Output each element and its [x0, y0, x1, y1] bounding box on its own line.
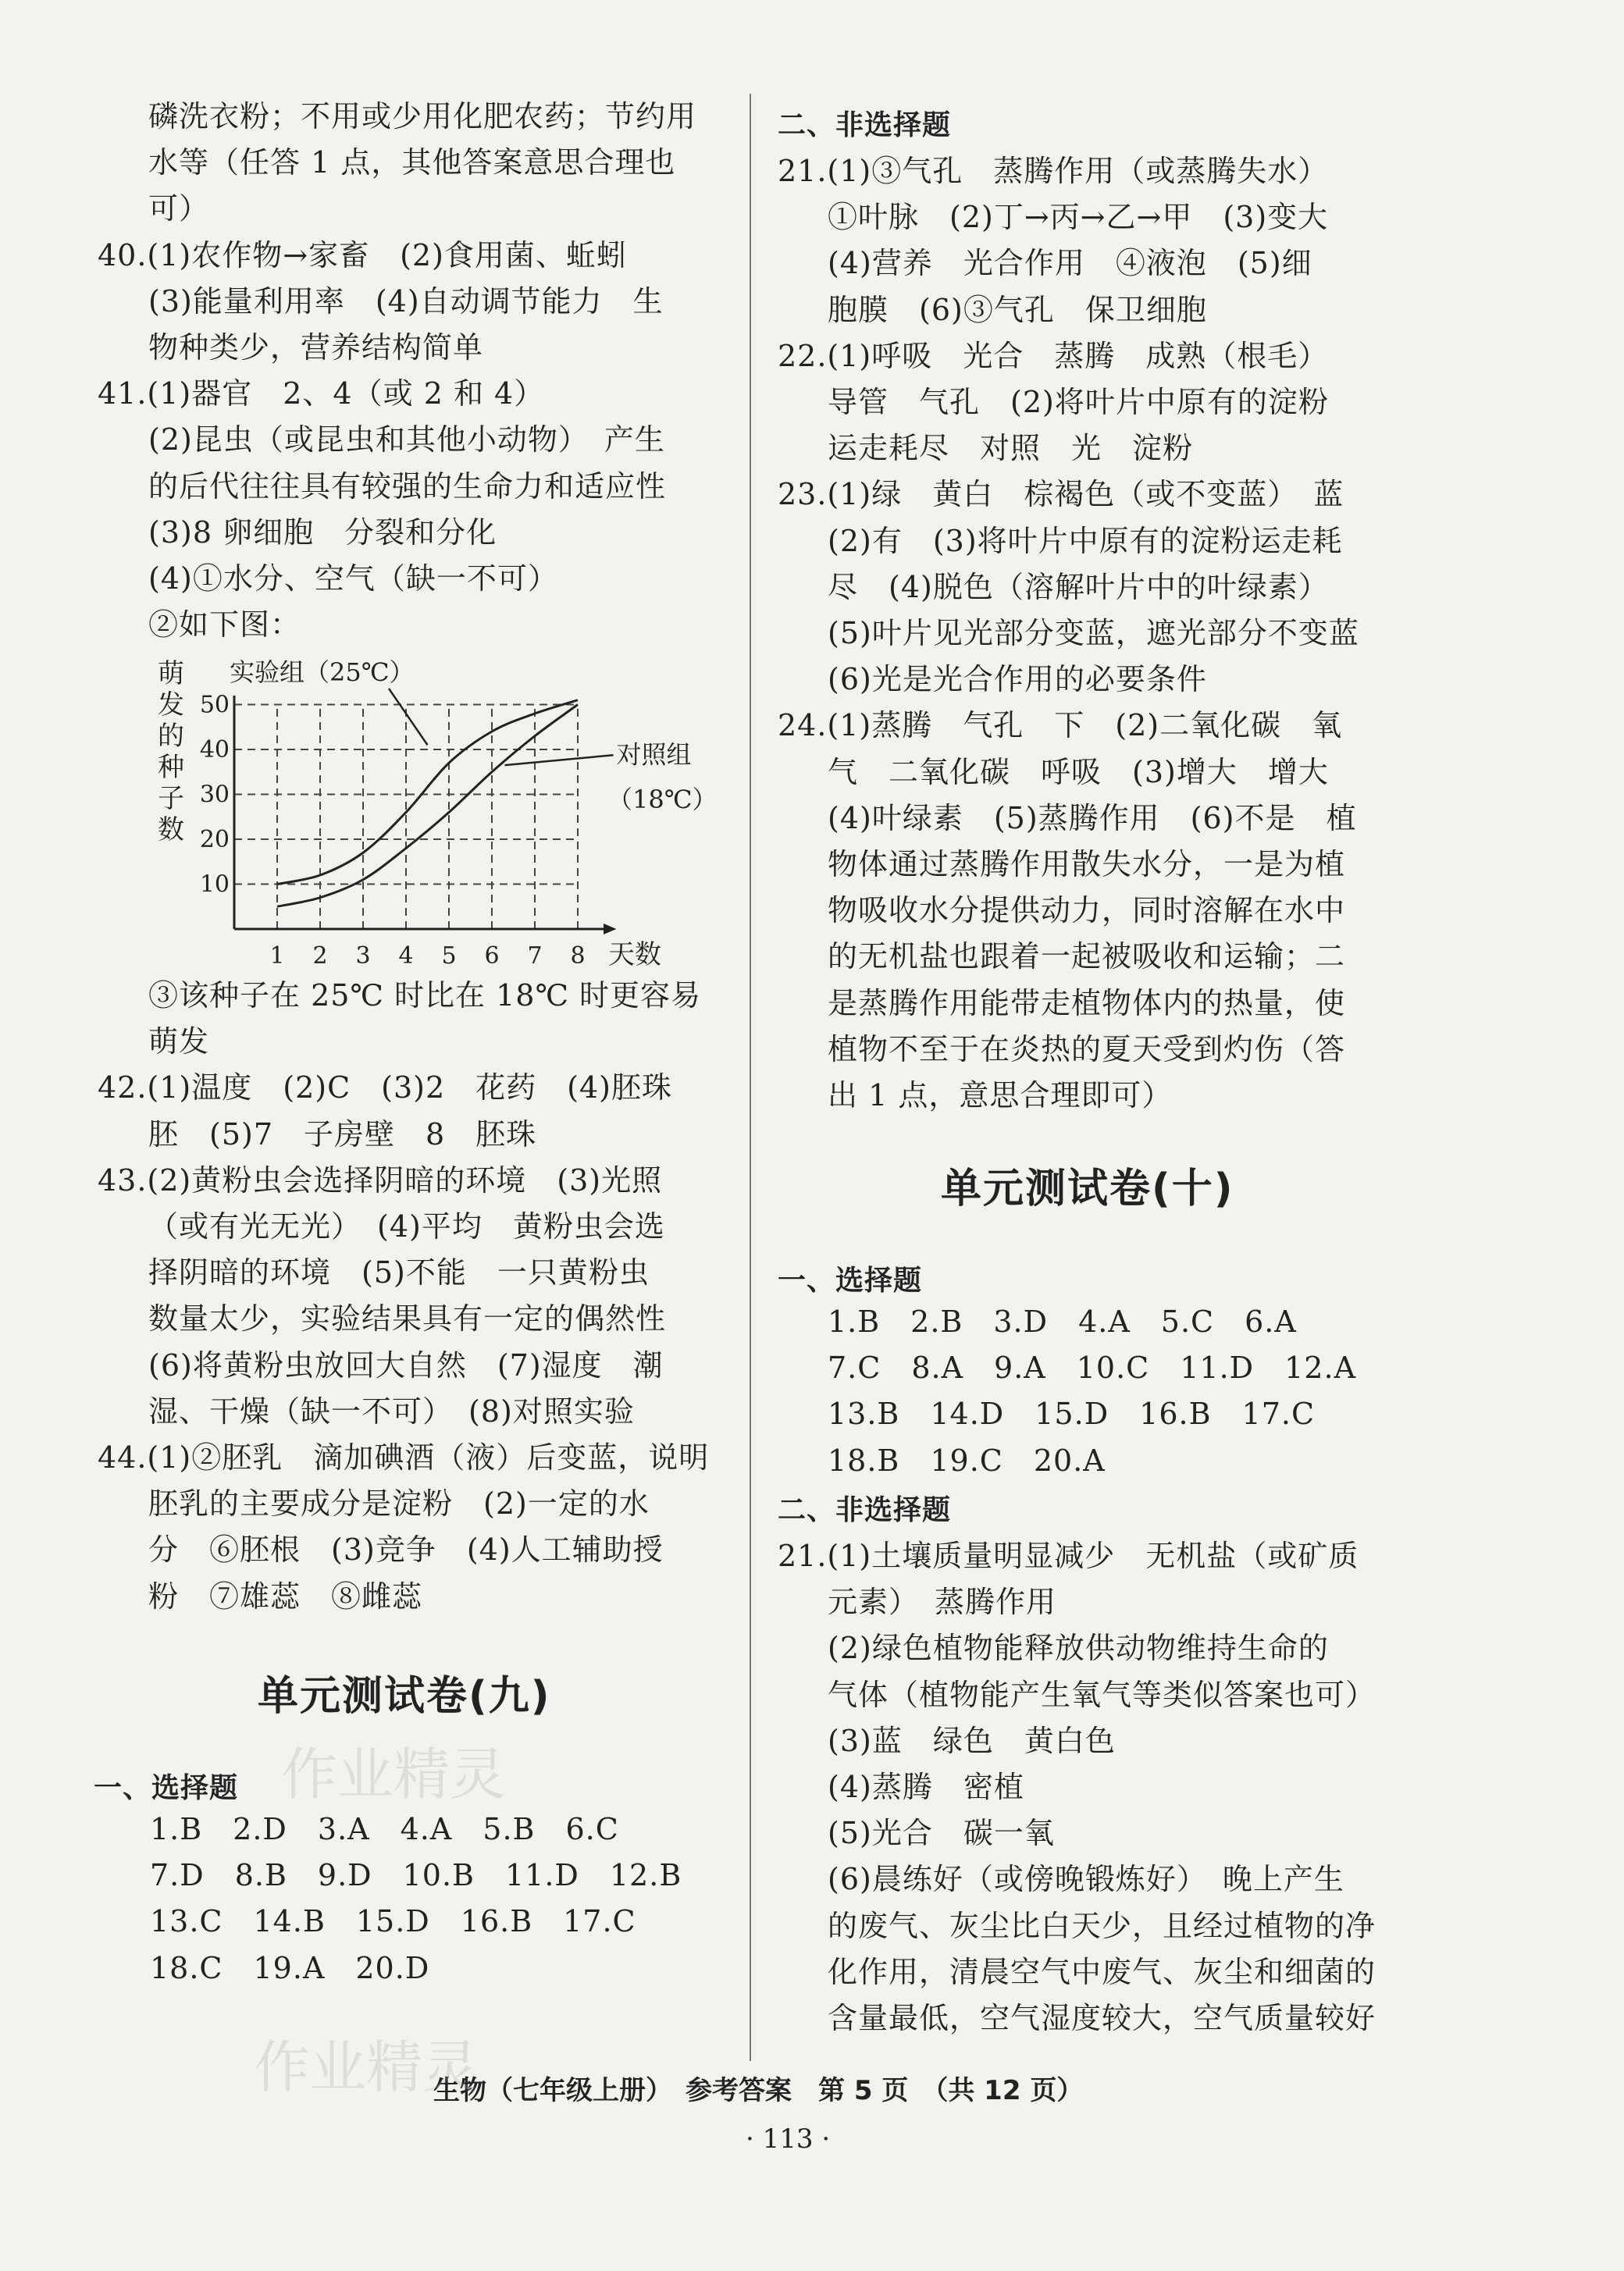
x-tick-label: 7 — [527, 942, 543, 970]
choice-answers: 13.B 14.D 15.D 16.B 17.C — [828, 1397, 1316, 1432]
x-axis-label: 天数 — [608, 939, 661, 970]
x-axis-arrow — [604, 924, 617, 934]
answer-line: 的后代往往具有较强的生命力和适应性 — [148, 468, 667, 504]
answer-line: 导管 气孔 (2)将叶片中原有的淀粉 — [828, 385, 1329, 419]
y-tick-label: 20 — [199, 826, 230, 853]
choice-answers: 18.B 19.C 20.A — [828, 1443, 1106, 1478]
x-tick-label: 6 — [484, 942, 500, 970]
answer-line: (2)昆虫（或昆虫和其他小动物） 产生 — [148, 422, 665, 457]
page-number: · 113 · — [746, 2123, 831, 2155]
x-tick-label: 4 — [398, 942, 414, 970]
choice-answers: 13.C 14.B 15.D 16.B 17.C — [150, 1904, 636, 1939]
leader-line — [505, 755, 614, 765]
answer-line: (6)晨练好（或傍晚锻炼好） 晚上产生 — [828, 1862, 1344, 1897]
answer-line: (5)光合 碳一氧 — [828, 1816, 1055, 1851]
answer-line: ①叶脉 (2)丁→丙→乙→甲 (3)变大 — [828, 200, 1329, 235]
answer-line: (6)将黄粉虫放回大自然 (7)湿度 潮 — [148, 1347, 664, 1383]
answer-line: ②如下图： — [148, 607, 301, 643]
answer-line: (3)蓝 绿色 黄白色 — [828, 1723, 1116, 1758]
y-axis-label-char: 子 — [158, 783, 184, 814]
y-tick-label: 40 — [199, 736, 230, 764]
answer-line: (4)蒸腾 密植 — [828, 1770, 1024, 1804]
answer-line: 43.(2)黄粉虫会选择阴暗的环境 (3)光照 — [98, 1162, 663, 1198]
answer-line: 胞膜 (6)③气孔 保卫细胞 — [828, 292, 1207, 327]
answer-line: 化作用，清晨空气中废气、灰尘和细菌的 — [828, 1954, 1376, 1989]
answer-line: 23.(1)绿 黄白 棕褐色（或不变蓝） 蓝 — [778, 477, 1344, 512]
answer-line: 物体通过蒸腾作用散失水分，一是为植 — [828, 847, 1346, 881]
answer-line: 21.(1)土壤质量明显减少 无机盐（或矿质 — [778, 1539, 1359, 1573]
answer-line: 气 二氧化碳 呼吸 (3)增大 增大 — [828, 754, 1329, 789]
x-tick-label: 8 — [570, 942, 586, 970]
answer-line: ③该种子在 25℃ 时比在 18℃ 时更容易 — [148, 978, 702, 1013]
unit-title: 单元测试卷(十) — [941, 1166, 1234, 1212]
unit-title: 单元测试卷(九) — [258, 1673, 551, 1720]
y-axis-label-char: 种 — [158, 752, 184, 783]
x-tick-label: 3 — [355, 942, 371, 970]
answer-line: 元素） 蒸腾作用 — [828, 1585, 1057, 1620]
answer-line: 物吸收水分提供动力，同时溶解在水中 — [828, 893, 1346, 928]
answer-line: 的废气、灰尘比白天少，且经过植物的净 — [828, 1908, 1376, 1943]
answer-line: (3)能量利用率 (4)自动调节能力 生 — [148, 283, 664, 319]
answer-line: 出 1 点，意思合理即可） — [828, 1078, 1173, 1112]
answer-line: 40.(1)农作物→家畜 (2)食用菌、蚯蚓 — [98, 237, 627, 272]
answer-line: (4)①水分、空气（缺一不可） — [148, 561, 558, 596]
answer-line: (3)8 卵细胞 分裂和分化 — [148, 514, 497, 550]
choice-answers: 7.D 8.B 9.D 10.B 11.D 12.B — [150, 1858, 682, 1893]
answer-line: 湿、干燥（缺一不可） (8)对照实验 — [148, 1394, 635, 1429]
answer-line: 粉 ⑦雄蕊 ⑧雌蕊 — [148, 1579, 423, 1614]
answer-line: 气体（植物能产生氧气等类似答案也可） — [828, 1677, 1376, 1712]
annotation-control-temp: （18℃） — [607, 784, 718, 814]
answer-line: 可） — [148, 191, 210, 226]
choice-answers: 7.C 8.A 9.A 10.C 11.D 12.A — [828, 1351, 1357, 1386]
choice-answers: 1.B 2.D 3.A 4.A 5.B 6.C — [150, 1812, 619, 1846]
answer-line: 42.(1)温度 (2)C (3)2 花药 (4)胚珠 — [98, 1070, 672, 1105]
answer-line: 数量太少，实验结果具有一定的偶然性 — [148, 1301, 667, 1337]
section-heading: 一、选择题 — [778, 1265, 923, 1297]
answer-line: 含量最低，空气湿度较大，空气质量较好 — [828, 2001, 1376, 2035]
answer-line: (4)叶绿素 (5)蒸腾作用 (6)不是 植 — [828, 800, 1357, 835]
answer-line: 的无机盐也跟着一起被吸收和运输；二 — [828, 939, 1346, 974]
watermark: 作业精灵 — [281, 1742, 507, 1807]
annotation-experimental: 实验组（25℃） — [230, 657, 415, 687]
choice-answers: 18.C 19.A 20.D — [150, 1950, 430, 1985]
leader-line — [389, 689, 428, 745]
answer-line: 分 ⑥胚根 (3)竞争 (4)人工辅助授 — [148, 1532, 664, 1568]
answer-line: (4)营养 光合作用 ④液泡 (5)细 — [828, 246, 1312, 281]
column-divider — [750, 94, 751, 2061]
y-axis-label-char: 的 — [158, 721, 184, 752]
y-axis-label-char: 发 — [158, 689, 184, 721]
y-tick-label: 30 — [199, 781, 230, 809]
answer-line: (2)有 (3)将叶片中原有的淀粉运走耗 — [828, 523, 1343, 558]
answer-line: (5)叶片见光部分变蓝，遮光部分不变蓝 — [828, 616, 1359, 650]
answer-line: （或有光无光） (4)平均 黄粉虫会选 — [148, 1209, 665, 1244]
y-tick-label: 10 — [199, 870, 230, 899]
series-line-control — [277, 705, 578, 907]
answer-line: 是蒸腾作用能带走植物体内的热量，使 — [828, 985, 1346, 1020]
answer-line: 44.(1)②胚乳 滴加碘酒（液）后变蓝，说明 — [98, 1440, 710, 1475]
choice-answers: 1.B 2.B 3.D 4.A 5.C 6.A — [828, 1305, 1297, 1339]
answer-line: 24.(1)蒸腾 气孔 下 (2)二氧化碳 氧 — [778, 708, 1343, 743]
x-tick-label: 5 — [441, 942, 457, 970]
answer-line: 物种类少，营养结构简单 — [148, 330, 484, 365]
answer-line: 择阴暗的环境 (5)不能 一只黄粉虫 — [148, 1255, 650, 1290]
answer-line: 胚 (5)7 子房壁 8 胚珠 — [148, 1116, 537, 1152]
footer-text: 生物（七年级上册） 参考答案 第 5 页 （共 12 页） — [433, 2075, 1084, 2106]
section-heading: 二、非选择题 — [778, 1494, 952, 1526]
annotation-control: 对照组 — [616, 739, 692, 770]
section-heading: 二、非选择题 — [778, 109, 952, 141]
y-tick-label: 50 — [199, 691, 230, 719]
answer-line: 磷洗衣粉；不用或少用化肥农药；节约用 — [148, 99, 697, 133]
answer-line: 尽 (4)脱色（溶解叶片中的叶绿素） — [828, 569, 1329, 604]
answer-line: (6)光是光合作用的必要条件 — [828, 662, 1207, 697]
series-line-experimental — [277, 700, 578, 885]
answer-line: 运走耗尽 对照 光 淀粉 — [828, 431, 1194, 466]
x-tick-label: 1 — [269, 942, 285, 970]
answer-line: 21.(1)③气孔 蒸腾作用（或蒸腾失水） — [778, 154, 1329, 188]
y-axis-label-char: 数 — [158, 814, 184, 845]
answer-line: 萌发 — [148, 1024, 210, 1059]
section-heading: 一、选择题 — [94, 1772, 239, 1804]
answer-line: (2)绿色植物能释放供动物维持生命的 — [828, 1631, 1329, 1666]
answer-line: 22.(1)呼吸 光合 蒸腾 成熟（根毛） — [778, 338, 1329, 373]
watermark: 作业精灵 — [254, 2034, 479, 2100]
x-tick-label: 2 — [312, 942, 328, 970]
answer-line: 水等（任答 1 点，其他答案意思合理也 — [148, 145, 676, 180]
germination-chart — [148, 654, 718, 982]
answer-line: 植物不至于在炎热的夏天受到灼伤（答 — [828, 1031, 1346, 1066]
y-axis-label-char: 萌 — [158, 658, 184, 689]
answer-line: 胚乳的主要成分是淀粉 (2)一定的水 — [148, 1486, 650, 1522]
answer-line: 41.(1)器官 2、4（或 2 和 4） — [98, 376, 545, 411]
